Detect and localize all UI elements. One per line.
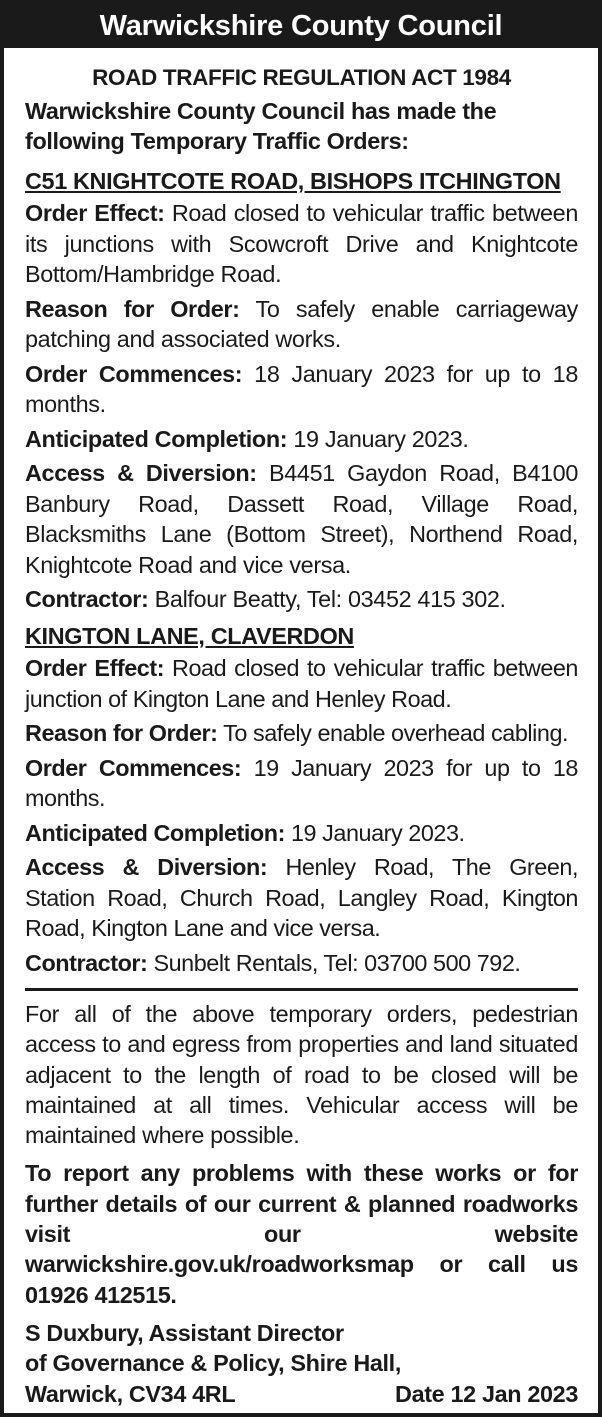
order-section-kington [25,621,578,979]
section-title: KINGTON LANE, CLAVERDON [25,622,354,649]
access-value: B4451 Gaydon Road, B4100 Banbury Road, Dassett Road, Village Road, Blacksmiths Lane (Bottom Street), Northend Road, Knightcote Road and vice versa. [25,460,578,578]
order-section-knightcote [25,166,578,615]
contractor-value: Sunbelt Rentals, Tel: 03700 500 792. [153,949,521,976]
completion-row [25,424,578,455]
reason-label: Reason for Order: [25,720,218,746]
commences-label: Order Commences: [25,754,242,781]
contractor-row [25,948,578,979]
completion-label: Anticipated Completion: [25,819,285,846]
completion-label: Anticipated Completion: [25,425,288,452]
signatory-address-row [25,1379,578,1410]
council-banner [4,4,598,48]
order-effect-row [25,198,578,290]
signatory-office: of Governance & Policy, Shire Hall, [25,1350,401,1377]
intro-text: Warwickshire County Council has made the following Temporary Traffic Orders: [25,97,497,154]
reason-label: Reason for Order: [25,295,240,322]
reason-row [25,718,578,749]
completion-value: 19 January 2023. [293,425,469,452]
commences-value: 19 January 2023 for up to 18 months. [25,754,578,811]
section-title: C51 KNIGHTCOTE ROAD, BISHOPS ITCHINGTON [25,167,561,194]
order-effect-row [25,653,578,714]
reason-row [25,294,578,355]
notice-body [4,48,598,1409]
access-row [25,852,578,944]
contractor-value: Balfour Beatty, Tel: 03452 415 302. [154,586,506,612]
commences-row [25,359,578,420]
order-effect-label: Order Effect: [25,655,165,681]
contractor-label: Contractor: [25,586,149,612]
access-label: Access & Diversion: [25,460,257,486]
access-label: Access & Diversion: [25,854,268,880]
reason-value: To safely enable carriageway patching and associated works. [25,295,578,352]
council-title: Warwickshire County Council [99,9,503,42]
access-value: Henley Road, The Green, Station Road, Church Road, Langley Road, Kington Road, Kington Lane and vice versa. [25,854,578,941]
commences-value: 18 January 2023 for up to 18 months. [25,360,578,417]
signatory-block [25,1318,578,1410]
reason-value: To safely enable overhead cabling. [223,720,569,746]
signatory-name: S Duxbury, Assistant Director [25,1319,344,1346]
notice-date: Date 12 Jan 2023 [395,1380,578,1407]
report-note: To report any problems with these works or for further details of our current & planned roadworks visit our website warwickshire.gov.uk/roadworksmap or call us 01926 412515. [25,1160,578,1308]
order-effect-value: Road closed to vehicular traffic between junction of Kington Lane and Henley Road. [25,655,578,712]
completion-row [25,818,578,849]
access-row [25,458,578,580]
order-effect-value: Road closed to vehicular traffic between its junctions with Scowcroft Drive and Knightcote Bottom/Hambridge Road. [25,200,578,287]
section-divider [25,988,578,991]
commences-row [25,753,578,814]
completion-value: 19 January 2023. [291,819,465,846]
order-effect-label: Order Effect: [25,200,165,226]
access-note: For all of the above temporary orders, pedestrian access to and egress from properties and land situated adjacent to the length of road to be closed will be maintained at all times. Vehicular access will be maintained where possible. [25,1001,578,1149]
act-title: ROAD TRAFFIC REGULATION ACT 1984 [92,65,511,90]
contractor-label: Contractor: [25,949,148,976]
contractor-row [25,584,578,615]
signatory-address: Warwick, CV34 4RL [25,1380,236,1407]
commences-label: Order Commences: [25,360,243,387]
